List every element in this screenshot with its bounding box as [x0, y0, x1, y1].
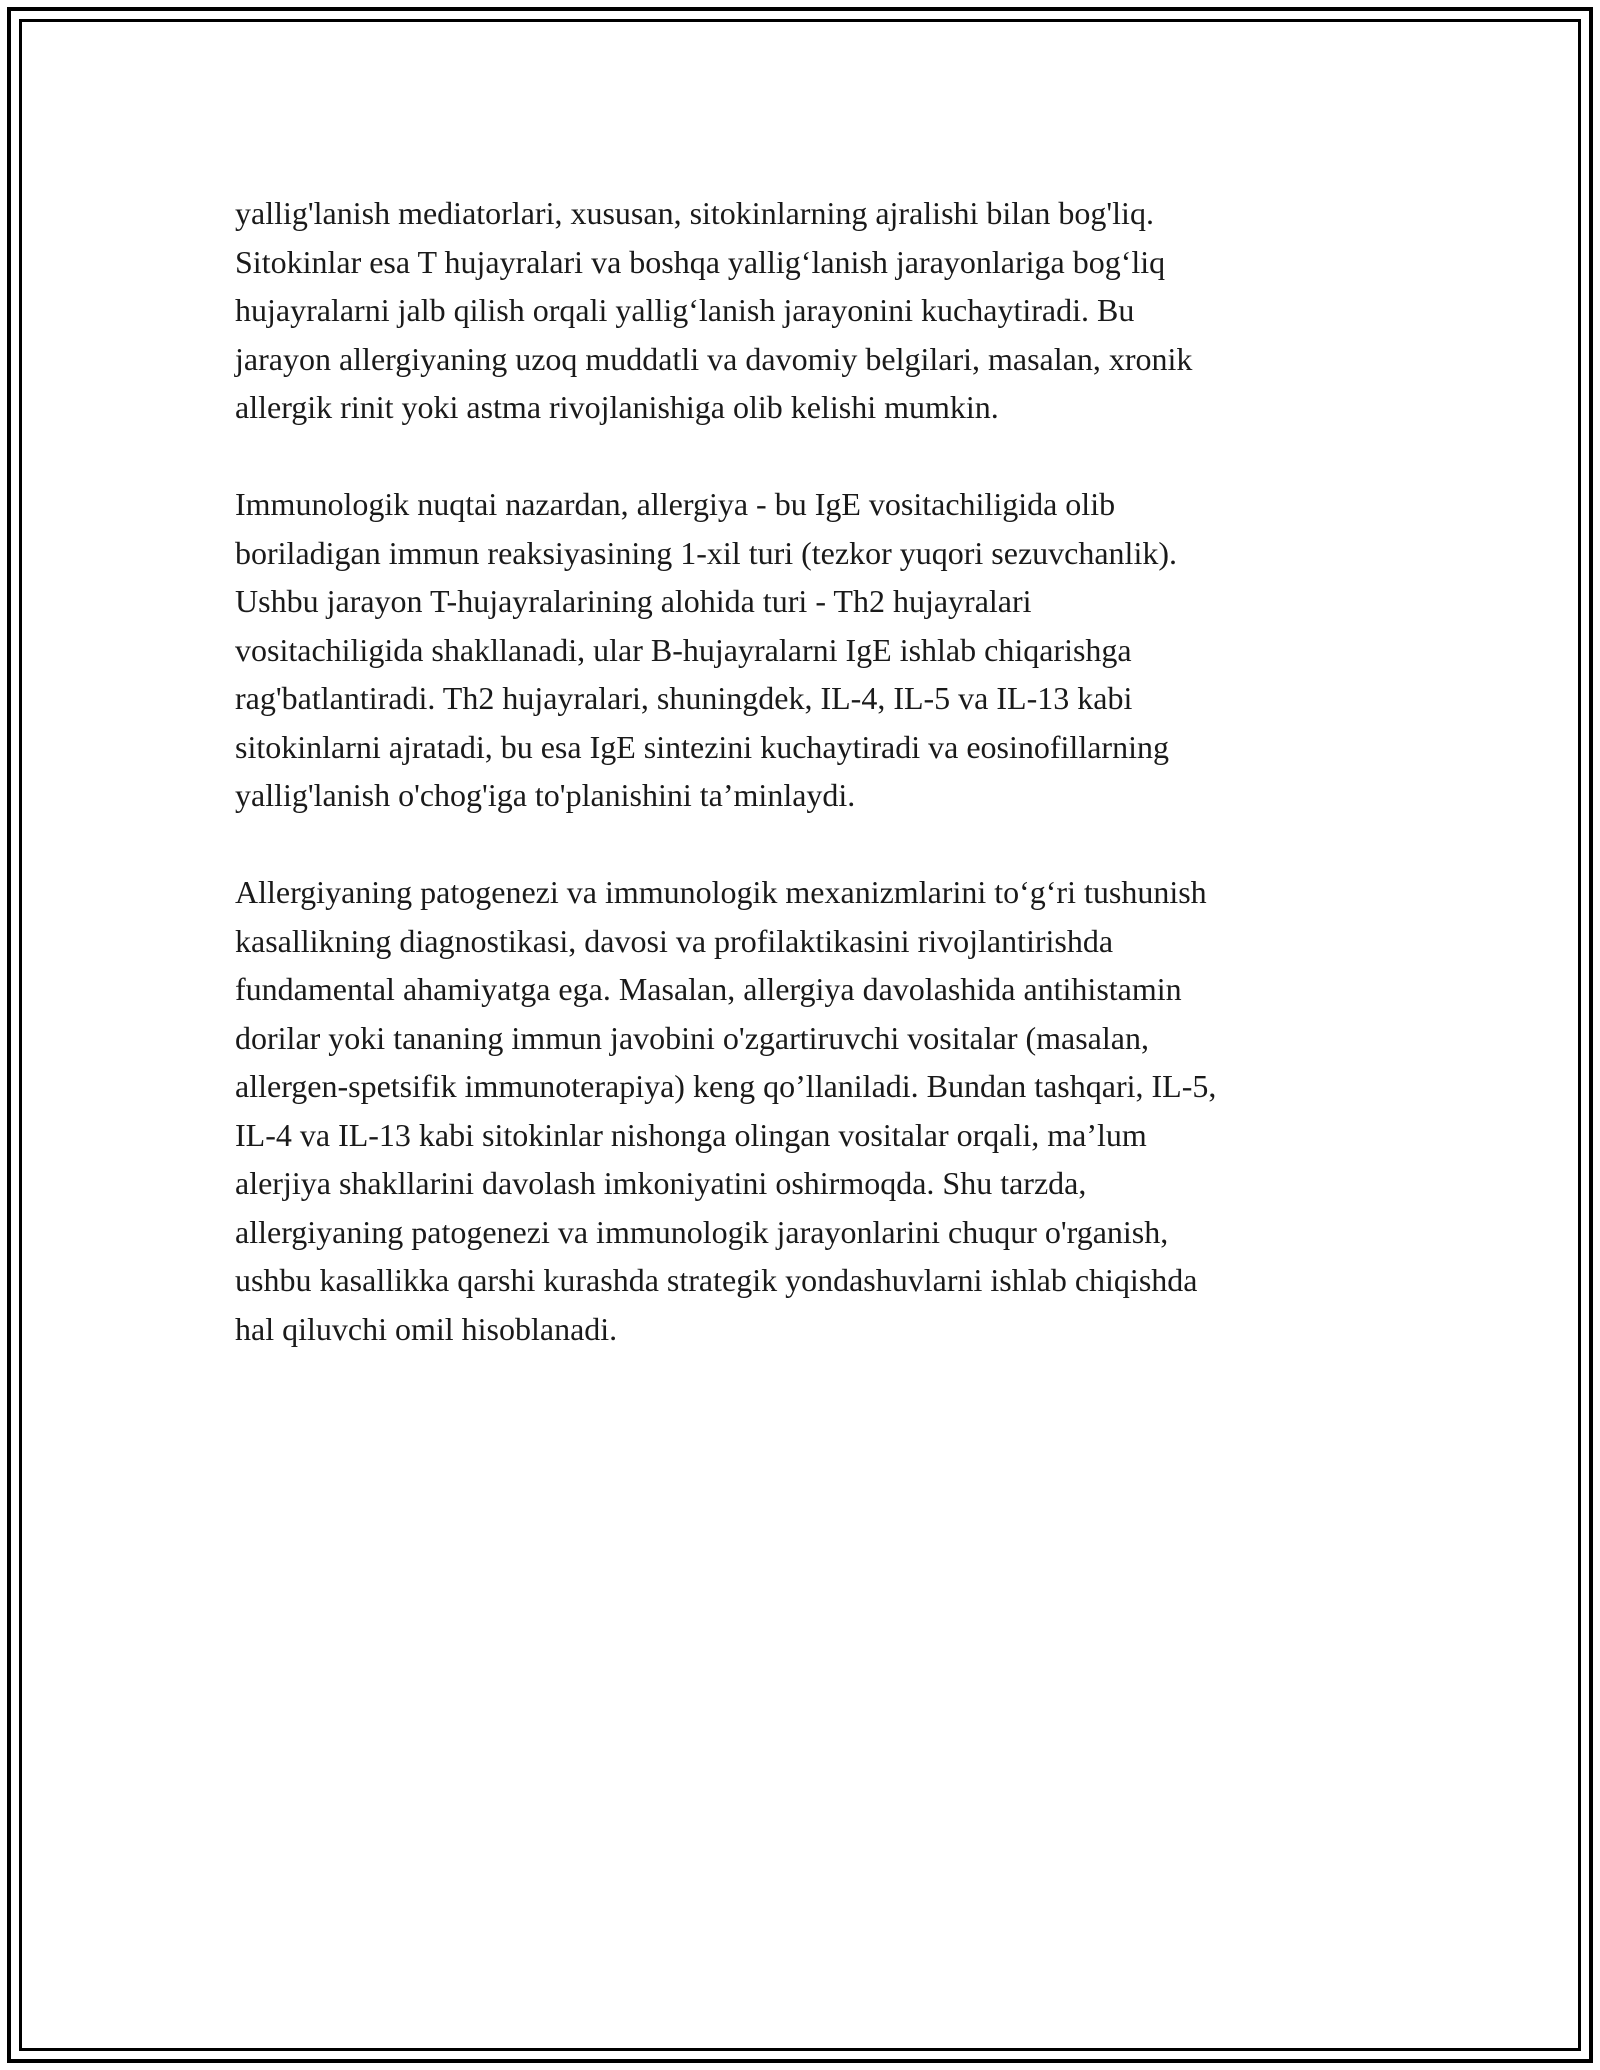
paragraph-cytokines: [235, 189, 1385, 432]
text-line: Ushbu jarayon T-hujayralarining alohida turi - Th2 hujayralari: [235, 583, 1032, 619]
text-line: boriladigan immun reaksiyasining 1-xil turi (tezkor yuqori sezuvchanlik).: [235, 534, 1177, 571]
paragraph-immunology: [235, 480, 1385, 820]
text-line: sitokinlarni ajratadi, bu esa IgE sintezini kuchaytiradi va eosinofillarning: [235, 728, 1169, 765]
text-line: vositachiligida shakllanadi, ular B-hujayralarni IgE ishlab chiqarishga: [235, 631, 1132, 668]
text-line: Allergiyaning patogenezi va immunologik mexanizmlarini to‘g‘ri tushunish: [235, 874, 1207, 910]
text-line: dorilar yoki tananing immun javobini o'zgartiruvchi vositalar (masalan,: [235, 1019, 1149, 1056]
text-line: allergiyaning patogenezi va immunologik jarayonlarini chuqur o'rganish,: [235, 1213, 1169, 1250]
text-line: allergen-spetsifik immunoterapiya) keng qo’llaniladi. Bundan tashqari, IL-5,: [235, 1068, 1217, 1104]
text-line: fundamental ahamiyatga ega. Masalan, allergiya davolashida antihistamin: [235, 971, 1182, 1007]
text-line: rag'batlantiradi. Th2 hujayralari, shuningdek, IL-4, IL-5 va IL-13 kabi: [235, 680, 1133, 716]
text-line: ushbu kasallikka qarshi kurashda strategik yondashuvlarni ishlab chiqishda: [235, 1262, 1198, 1298]
text-line: allergik rinit yoki astma rivojlanishiga olib kelishi mumkin.: [235, 389, 999, 425]
text-line: jarayon allergiyaning uzoq muddatli va davomiy belgilari, masalan, xronik: [235, 340, 1193, 377]
text-line: yallig'lanish o'chog'iga to'planishini ta’minlaydi.: [235, 777, 856, 813]
text-line: yallig'lanish mediatorlari, xususan, sitokinlarning ajralishi bilan bog'liq.: [235, 195, 1154, 231]
text-line: Sitokinlar esa T hujayralari va boshqa yallig‘lanish jarayonlariga bog‘liq: [235, 243, 1166, 280]
paragraph-pathogenesis: [235, 868, 1385, 1353]
text-line: alerjiya shakllarini davolash imkoniyatini oshirmoqda. Shu tarzda,: [235, 1165, 1087, 1201]
document-body: [235, 189, 1385, 1402]
text-line: Immunologik nuqtai nazardan, allergiya - bu IgE vositachiligida olib: [235, 486, 1116, 522]
text-line: IL-4 va IL-13 kabi sitokinlar nishonga olingan vositalar orqali, ma’lum: [235, 1116, 1147, 1153]
text-line: kasallikning diagnostikasi, davosi va profilaktikasini rivojlantirishda: [235, 922, 1114, 959]
text-line: hal qiluvchi omil hisoblanadi.: [235, 1310, 618, 1347]
text-line: hujayralarni jalb qilish orqali yallig‘lanish jarayonini kuchaytiradi. Bu: [235, 292, 1135, 328]
